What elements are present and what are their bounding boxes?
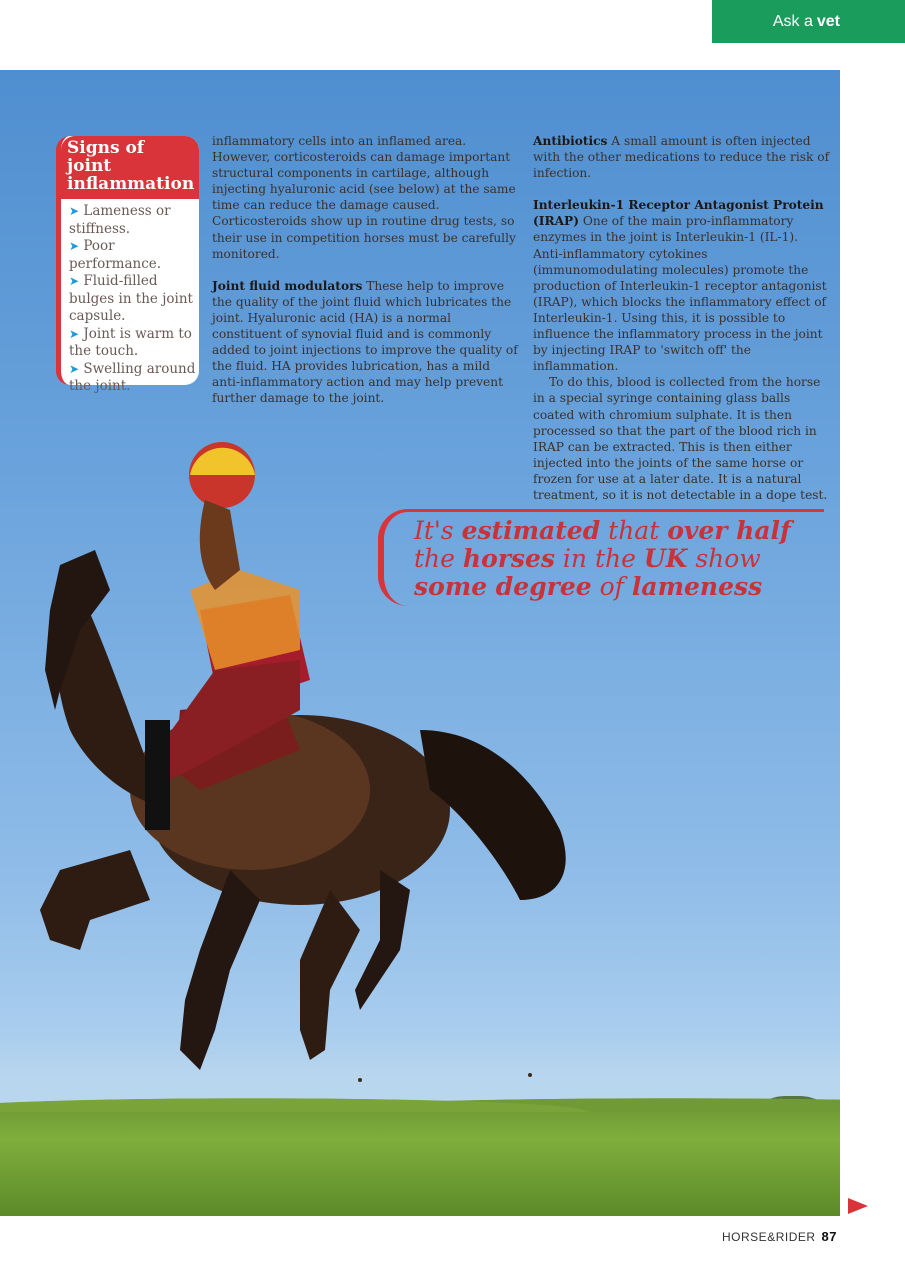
arrow-icon: ➤ [69, 361, 80, 376]
subheading: Antibiotics [533, 134, 608, 148]
article-column-1 [212, 133, 518, 407]
next-page-arrow-icon [848, 1198, 868, 1214]
paragraph: To do this, blood is collected from the horse in a special syringe containing glass balls coated with chromium sulphate. It is then processed so that the part of the blood rich in IRAP can be extracted. This is then either injected into the joints of the same horse or frozen for use at a later date. It is a natural treatment, so it is not detectable in a dope test. [533, 375, 828, 502]
paragraph: Joint fluid modulators These help to improve the quality of the joint fluid which lubricates the joint. Hyaluronic acid (HA) is a normal constituent of synovial fluid and is commonly added to joint injections to improve the quality of the fluid. HA provides lubrication, has a mild anti-inflammatory action and may help prevent further damage to the joint. [212, 278, 518, 406]
magazine-name: HORSE&RIDER [722, 1230, 816, 1244]
grass-field [0, 1106, 840, 1216]
list-item: ➤ Lameness or stiffness. [69, 203, 171, 237]
section-prefix: Ask a [772, 12, 813, 30]
page-number: 87 [821, 1229, 837, 1244]
signs-sidebar [56, 136, 199, 394]
paragraph: Interleukin-1 Receptor Antagonist Protein (IRAP) One of the main pro-inflammatory enzymes in the joint is Interleukin-1 (IL-1). Anti-inflammatory cytokines (immunomodulating molecules) promote the production of Interleukin-1 receptor antagonist (IRAP), which blocks the inflammatory effect of Interleukin-1. Using this, it is possible to influence the inflammatory process in the joint by injecting IRAP to 'switch off' the inflammation. [533, 198, 827, 374]
paragraph: Antibiotics A small amount is often injected with the other medications to reduce the risk of infection. [533, 134, 830, 181]
section-bold: vet [816, 12, 840, 30]
arrow-icon: ➤ [69, 204, 80, 218]
sidebar-title: Signs of joint inflammation [61, 136, 199, 199]
list-item: ➤ Joint is warm to the touch. [69, 325, 192, 359]
arrow-icon: ➤ [69, 326, 80, 341]
list-item: ➤ Swelling around the joint. [69, 360, 196, 394]
list-item: ➤ Fluid-filled bulges in the joint capsule. [69, 273, 193, 324]
page-footer [722, 1229, 837, 1244]
article-column-2 [533, 133, 831, 503]
subheading: Interleukin-1 Receptor Antagonist Protein (IRAP) [533, 198, 824, 229]
subheading: Joint fluid modulators [212, 278, 363, 293]
quote-text: It's estimated that over half the horses in the UK show some degree of lameness [414, 516, 791, 601]
section-tab [712, 0, 905, 43]
arrow-icon: ➤ [69, 239, 80, 253]
paragraph: inflammatory cells into an inflamed area. However, corticosteroids can damage important structural components in cartilage, although injecting hyaluronic acid (see below) at the same time can reduce the damage caused. Corticosteroids show up in routine drug tests, so their use in competition horses must be carefully monitored. [212, 134, 516, 261]
list-item: ➤ Poor performance. [69, 238, 162, 272]
pull-quote [378, 509, 828, 605]
sidebar-list [61, 199, 199, 396]
arrow-icon: ➤ [69, 274, 80, 288]
